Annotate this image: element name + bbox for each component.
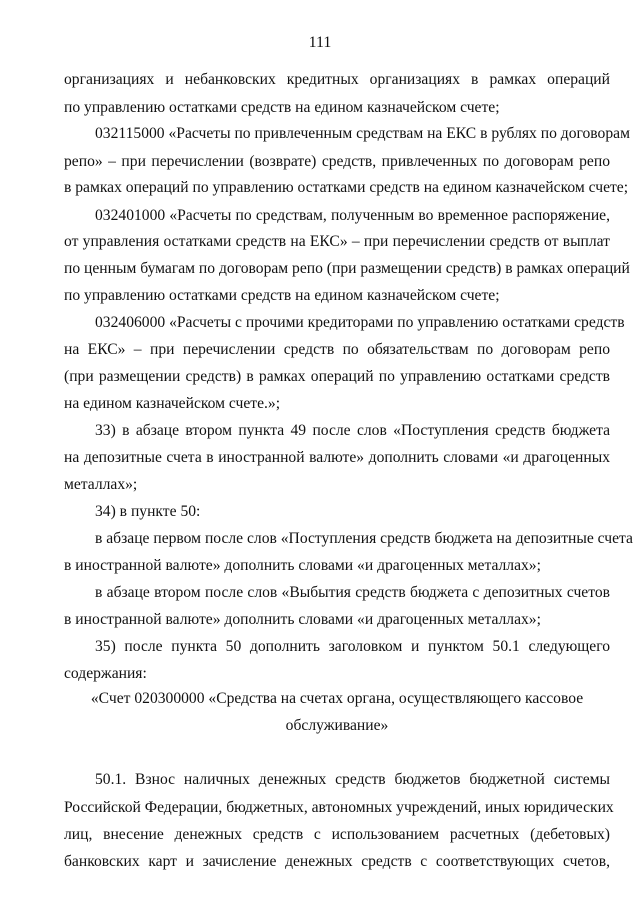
paragraph-first-line: 032406000 «Расчеты с прочими кредиторами по управлению остатками средств bbox=[95, 314, 625, 331]
paragraph-first-line: в абзаце втором после слов «Выбытия средств бюджета с депозитных счетов bbox=[95, 584, 610, 601]
text-line: по ценным бумагам по договорам репо (при размещении средств) в рамках операций bbox=[64, 260, 630, 277]
text-line: от управления остатками средств на ЕКС» – при перечислении средств от выплат bbox=[64, 233, 610, 250]
text-line: в рамках операций по управлению остатками средств на едином казначейском счете; bbox=[64, 179, 629, 196]
text-line: банковских карт и зачисление денежных средств с соответствующих счетов, bbox=[64, 853, 610, 870]
paragraph-first-line: 35) после пункта 50 дополнить заголовком и пунктом 50.1 следующего bbox=[95, 638, 610, 655]
text-line: в иностранной валюте» дополнить словами «и драгоценных металлах»; bbox=[64, 611, 541, 628]
text-line: репо» – при перечислении (возврате) средств, привлеченных по договорам репо bbox=[64, 153, 610, 170]
text-line: содержания: bbox=[64, 665, 147, 682]
paragraph-first-line: 34) в пункте 50: bbox=[95, 503, 201, 520]
text-line: лиц, внесение денежных средств с использованием расчетных (дебетовых) bbox=[64, 826, 610, 843]
section-heading-line: «Счет 020300000 «Средства на счетах органа, осуществляющего кассовое bbox=[90, 690, 584, 707]
text-line: в иностранной валюте» дополнить словами «и драгоценных металлах»; bbox=[64, 557, 541, 574]
paragraph-first-line: 33) в абзаце втором пункта 49 после слов «Поступления средств бюджета bbox=[95, 422, 610, 439]
text-line: по управлению остатками средств на едином казначейском счете; bbox=[64, 99, 500, 116]
text-line: по управлению остатками средств на едином казначейском счете; bbox=[64, 287, 500, 304]
paragraph-first-line: 032401000 «Расчеты по средствам, полученным во временное распоряжение, bbox=[95, 207, 610, 224]
text-line: организациях и небанковских кредитных организациях в рамках операций bbox=[64, 71, 610, 88]
paragraph-first-line: 032115000 «Расчеты по привлеченным средствам на ЕКС в рублях по договорам bbox=[95, 125, 630, 142]
text-line: металлах»; bbox=[64, 476, 138, 493]
page-number: 111 bbox=[308, 34, 332, 51]
text-line: на депозитные счета в иностранной валюте» дополнить словами «и драгоценных bbox=[64, 449, 610, 466]
paragraph-first-line: в абзаце первом после слов «Поступления средств бюджета на депозитные счета bbox=[95, 530, 633, 547]
text-line: Российской Федерации, бюджетных, автономных учреждений, иных юридических bbox=[64, 799, 614, 816]
paragraph-first-line: 50.1. Взнос наличных денежных средств бюджетов бюджетной системы bbox=[95, 771, 610, 788]
text-line: (при размещении средств) в рамках операций по управлению остатками средств bbox=[64, 368, 610, 385]
text-line: на ЕКС» – при перечислении средств по обязательствам по договорам репо bbox=[64, 341, 610, 358]
text-line: на едином казначейском счете.»; bbox=[64, 395, 281, 412]
section-heading-line: обслуживание» bbox=[285, 717, 389, 734]
